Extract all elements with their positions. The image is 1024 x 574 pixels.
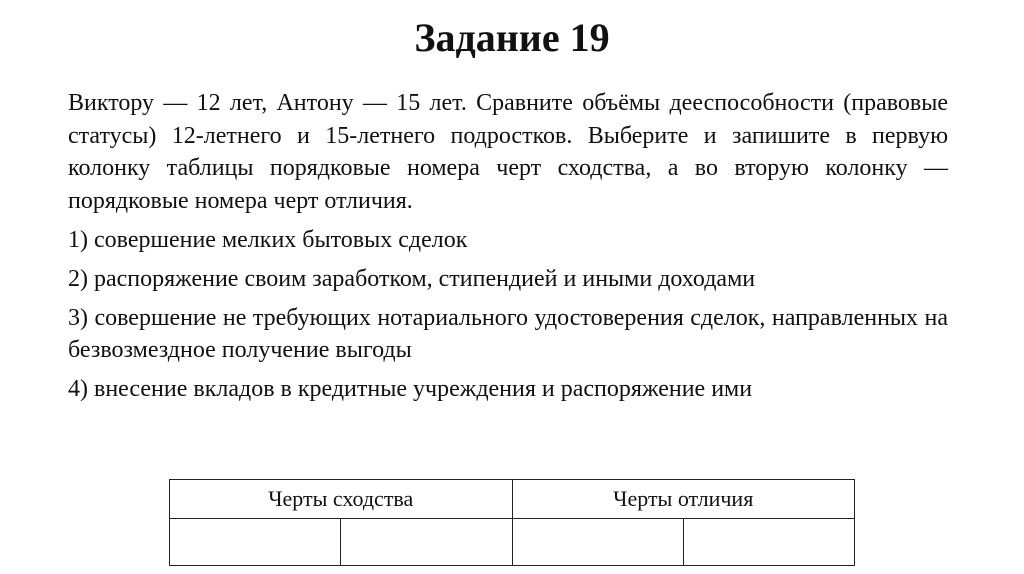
- similarity-answer-cell-1[interactable]: [170, 519, 341, 566]
- difference-answer-cell-2[interactable]: [683, 519, 854, 566]
- option-2: 2) распоряжение своим заработком, стипендией и иными доходами: [68, 266, 756, 292]
- option-1: 1) совершение мелких бытовых сделок: [68, 227, 468, 253]
- header-similarities: Черты сходства: [170, 480, 513, 519]
- answer-table: [169, 479, 855, 566]
- answer-table-header-row: [170, 480, 855, 519]
- task-title: Задание 19: [414, 15, 610, 60]
- difference-answer-cell-1[interactable]: [512, 519, 683, 566]
- task-body: [68, 87, 948, 405]
- similarity-answer-cell-2[interactable]: [341, 519, 512, 566]
- header-differences: Черты отличия: [512, 480, 855, 519]
- option-3: 3) совершение не требующих нотариального удостоверения сделок, направленных на безвозмездное получение выгоды: [68, 305, 948, 363]
- option-4: 4) внесение вкладов в кредитные учреждения и распоряжение ими: [68, 376, 753, 402]
- task-intro: Виктору — 12 лет, Антону — 15 лет. Сравните объёмы дееспособности (правовые статусы) 12-летнего и 15-летнего подростков. Выберите и запишите в первую колонку таблицы порядковые номера черт сходства, а во вторую колонку — порядковые номера черт отличия.: [68, 90, 948, 214]
- answer-table-input-row: [170, 519, 855, 566]
